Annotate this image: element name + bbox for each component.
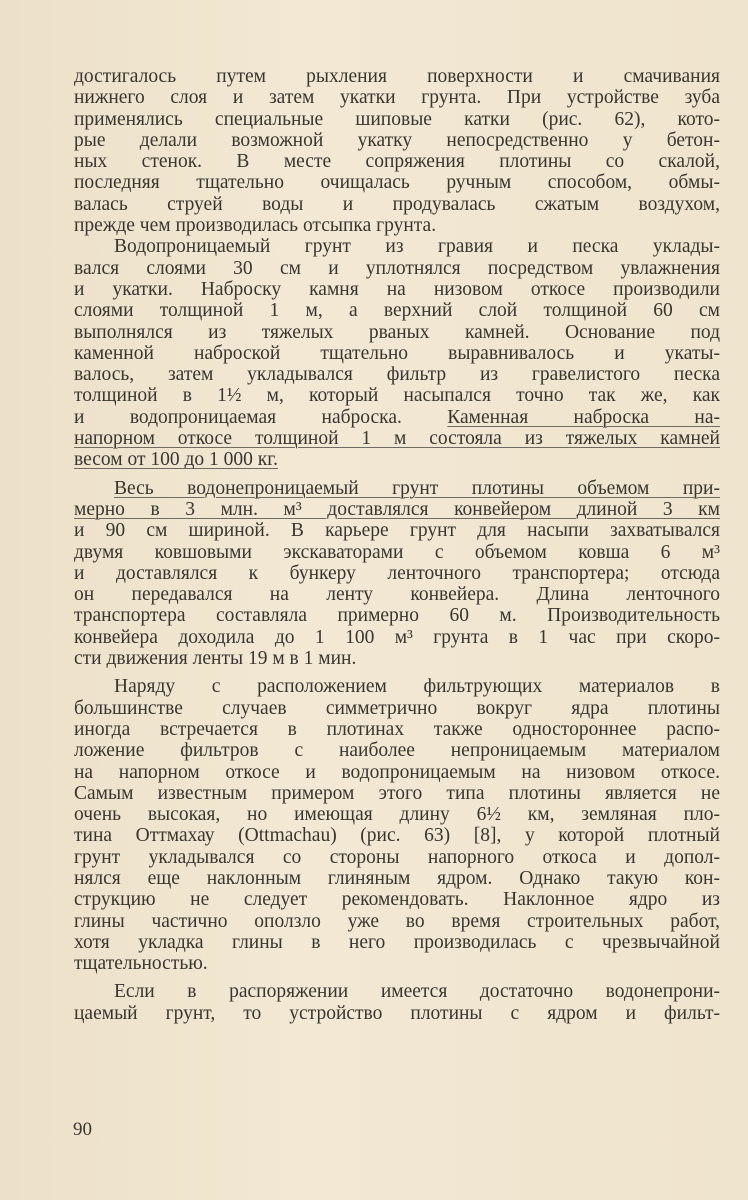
- text-line: валась струей воды и продувалась сжатым воздухом,: [74, 193, 720, 215]
- paragraph-gap: [74, 669, 720, 676]
- text-line: и укатки. Наброску камня на низовом откосе производили: [74, 278, 720, 300]
- underlined-fragment: весом от 100 до 1 000 кг.: [74, 449, 278, 471]
- text-line: очень высокая, но имеющая длину 6½ км, земляная пло-: [74, 804, 720, 826]
- underlined-line-last: [74, 449, 720, 470]
- text-line: Если в распоряжении имеется достаточно водонепрони-: [114, 981, 720, 1003]
- text-line: нялся еще наклонным глиняным ядром. Однако такую кон-: [74, 867, 720, 889]
- text-line: слоями толщиной 1 м, а верхний слой толщиной 60 см: [74, 300, 720, 322]
- text-line: большинстве случаев симметрично вокруг ядра плотины: [74, 697, 720, 719]
- text-line: иногда встречается в плотинах также одностороннее распо-: [74, 718, 720, 740]
- text-fragment: и водопроницаемая наброска.: [74, 406, 402, 428]
- text-line: рые делали возможной укатку непосредственно у бетон-: [74, 129, 720, 151]
- text-line: цаемый грунт, то устройство плотины с ядром и фильт-: [74, 1002, 720, 1024]
- text-line: грунт укладывался со стороны напорного откоса и допол-: [74, 846, 720, 868]
- text-line: Водопроницаемый грунт из гравия и песка уклады-: [114, 236, 720, 258]
- text-line-with-underline: [74, 407, 720, 428]
- paragraph-2: [74, 236, 720, 470]
- body-text: [74, 66, 720, 1024]
- page-number: 90: [73, 1119, 92, 1140]
- text-line: транспортера составляла примерно 60 м. Производительность: [74, 605, 720, 627]
- text-line: Наряду с расположением фильтрующих материалов в: [114, 676, 720, 698]
- paragraph-3: [74, 478, 720, 670]
- text-line: Самым известным примером этого типа плотины является не: [74, 782, 720, 804]
- paragraph-5: [74, 981, 720, 1024]
- text-line: каменной наброской тщательно выравнивалось и укаты-: [74, 342, 720, 364]
- text-line: глины частично оползло уже во время строительных работ,: [74, 910, 720, 932]
- text-line: на напорном откосе и водопроницаемым на низовом откосе.: [74, 761, 720, 783]
- text-line: толщиной в 1½ м, который насыпался точно так же, как: [74, 385, 720, 407]
- text-line: и доставлялся к бункеру ленточного транспортера; отсюда: [74, 562, 720, 584]
- text-line: он передавался на ленту конвейера. Длина ленточного: [74, 584, 720, 606]
- text-line: валось, затем укладывался фильтр из гравелистого песка: [74, 364, 720, 386]
- underlined-line: Весь водонепроницаемый грунт плотины объемом при-: [114, 477, 720, 499]
- text-line: струкцию не следует рекомендовать. Наклонное ядро из: [74, 889, 720, 911]
- underlined-line: мерно в 3 млн. м³ доставлялся конвейером длиной 3 км: [74, 498, 720, 520]
- underlined-fragment: Каменная наброска на: [447, 406, 714, 428]
- text-line: конвейера доходила до 1 100 м³ грунта в 1 час при скоро-: [74, 626, 720, 648]
- text-line: ложение фильтров с наиболее непроницаемым материалом: [74, 740, 720, 762]
- text-line: сти движения ленты 19 м в 1 мин.: [74, 648, 357, 670]
- text-line: прежде чем производилась отсыпка грунта.: [74, 215, 437, 237]
- paragraph-gap: [74, 974, 720, 981]
- underlined-line: напорном откосе толщиной 1 м состояла из тяжелых камней: [74, 428, 720, 450]
- text-line: достигалось путем рыхления поверхности и смачивания: [74, 66, 720, 87]
- text-line: последняя тщательно очищалась ручным способом, обмы-: [74, 172, 720, 194]
- text-line: и 90 см шириной. В карьере грунт для насыпи захватывался: [74, 520, 720, 542]
- paragraph-1: [74, 66, 720, 236]
- text-line: тина Оттмахау (Ottmachau) (рис. 63) [8], у которой плотный: [74, 825, 720, 847]
- text-line: вался слоями 30 см и уплотнялся посредством увлажнения: [74, 257, 720, 279]
- text-line: выполнялся из тяжелых рваных камней. Основание под: [74, 321, 720, 343]
- paragraph-gap: [74, 471, 720, 478]
- text-line: тщательностью.: [74, 953, 208, 975]
- text-line: хотя укладка глины в него производилась с чрезвычайной: [74, 931, 720, 953]
- underlined-fragment-end: -: [713, 406, 720, 428]
- text-line: двумя ковшовыми экскаваторами с объемом ковша 6 м³: [74, 541, 720, 563]
- paragraph-4: [74, 676, 720, 974]
- text-line: применялись специальные шиповые катки (рис. 62), кото-: [74, 108, 720, 130]
- text-line: нижнего слоя и затем укатки грунта. При устройстве зуба: [74, 87, 720, 109]
- text-line: ных стенок. В месте сопряжения плотины со скалой,: [74, 151, 720, 173]
